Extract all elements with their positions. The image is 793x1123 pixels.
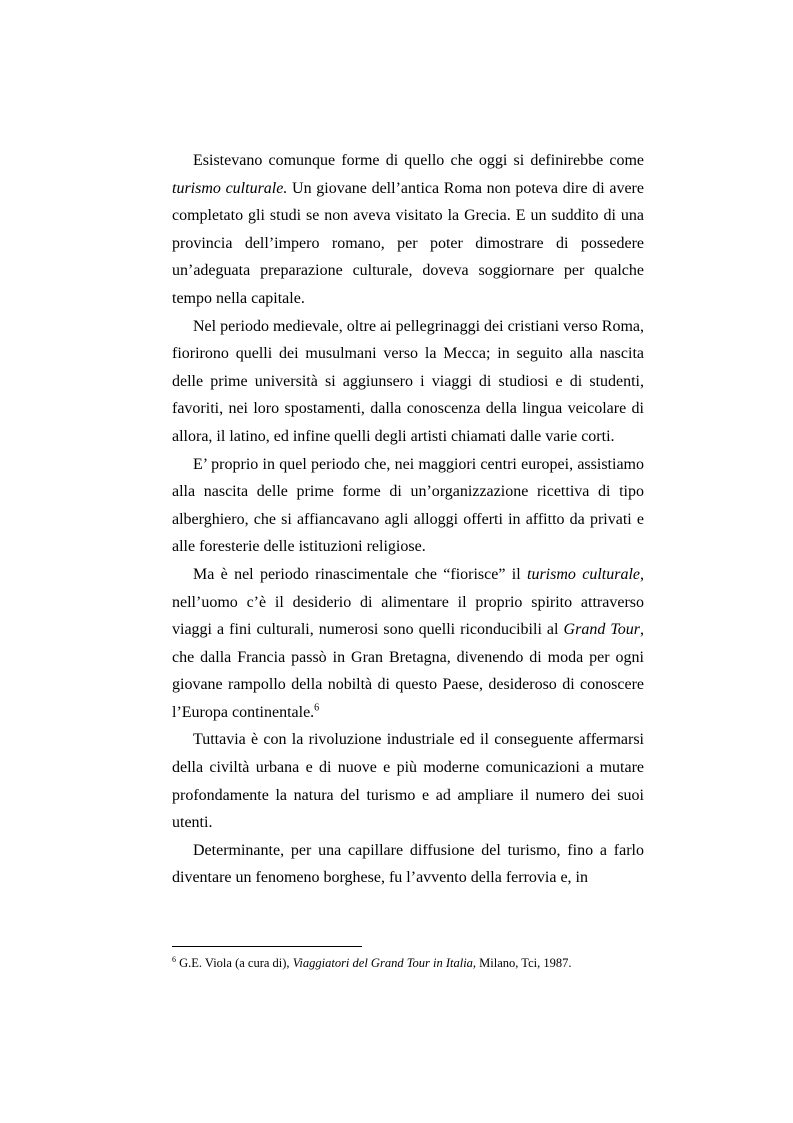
text-run: Determinante, per una capillare diffusione del turismo, fino a farlo diventare un fenomeno borghese, fu l’avvento della ferrovia e, in — [172, 841, 644, 887]
text-run: Nel periodo medievale, oltre ai pellegrinaggi dei cristiani verso Roma, fiorirono quelli dei musulmani verso la Mecca; in seguito alla nascita delle prime università si aggiunsero i viaggi di studiosi e di studenti, favoriti, nei loro spostamenti, dalla conoscenza della lingua veicolare di allora, il latino, ed infine quelli degli artisti chiamati dalle varie corti. — [172, 317, 644, 445]
italic-text: turismo culturale. — [172, 179, 288, 197]
paragraph — [172, 313, 644, 451]
text-run: nell’uomo c’è il desiderio di alimentare il proprio spirito attraverso viaggi a fini culturali, numerosi sono quelli riconducibili al — [172, 593, 644, 639]
text-run: Esistevano comunque forme di quello che oggi si definirebbe come — [193, 152, 644, 169]
text-run: Ma è nel periodo rinascimentale che “fiorisce” il — [193, 565, 527, 583]
paragraph — [172, 837, 644, 892]
text-run: , che dalla Francia passò in Gran Bretagna, divenendo di moda per ogni giovane rampollo della nobiltà di questo Paese, desideroso di conoscere l’Europa continentale. — [172, 621, 645, 721]
footnote-italic-text: Viaggiatori del Grand Tour in Italia, — [292, 956, 477, 970]
footnote — [172, 955, 644, 971]
body-text — [172, 147, 644, 892]
footnote-divider — [172, 946, 362, 947]
footnote-text-run: G.E. Viola (a cura di), — [176, 956, 293, 970]
footnote-reference: 6 — [314, 702, 320, 714]
footnote-text — [176, 956, 571, 970]
footnote-text-run: Milano, Tci, 1987. — [476, 956, 572, 970]
text-run: Tuttavia è con la rivoluzione industriale ed il conseguente affermarsi della civiltà urbana e di nuove e più moderne comunicazioni a mutare profondamente la natura del turismo e ad ampliare il numero dei suoi utenti. — [172, 731, 644, 832]
text-run: E’ proprio in quel periodo che, nei maggiori centri europei, assistiamo alla nascita delle prime forme di un’organizzazione ricettiva di tipo alberghiero, che si affiancavano agli alloggi offerti in affitto da privati e alle foresterie delle istituzioni religiose. — [172, 455, 644, 556]
footnote-marker: 6 — [172, 954, 176, 964]
paragraph — [172, 451, 644, 561]
paragraph — [172, 147, 644, 313]
paragraph — [172, 726, 644, 836]
paragraph — [172, 561, 644, 727]
italic-text: Grand Tour — [563, 621, 641, 639]
text-run: Un giovane dell’antica Roma non poteva dire di avere completato gli studi se non aveva visitato la Grecia. E un suddito di una provincia dell’impero romano, per poter dimostrare di possedere un’adeguata preparazione culturale, doveva soggiornare per qualche tempo nella capitale. — [172, 179, 644, 307]
italic-text: turismo culturale, — [527, 565, 644, 583]
